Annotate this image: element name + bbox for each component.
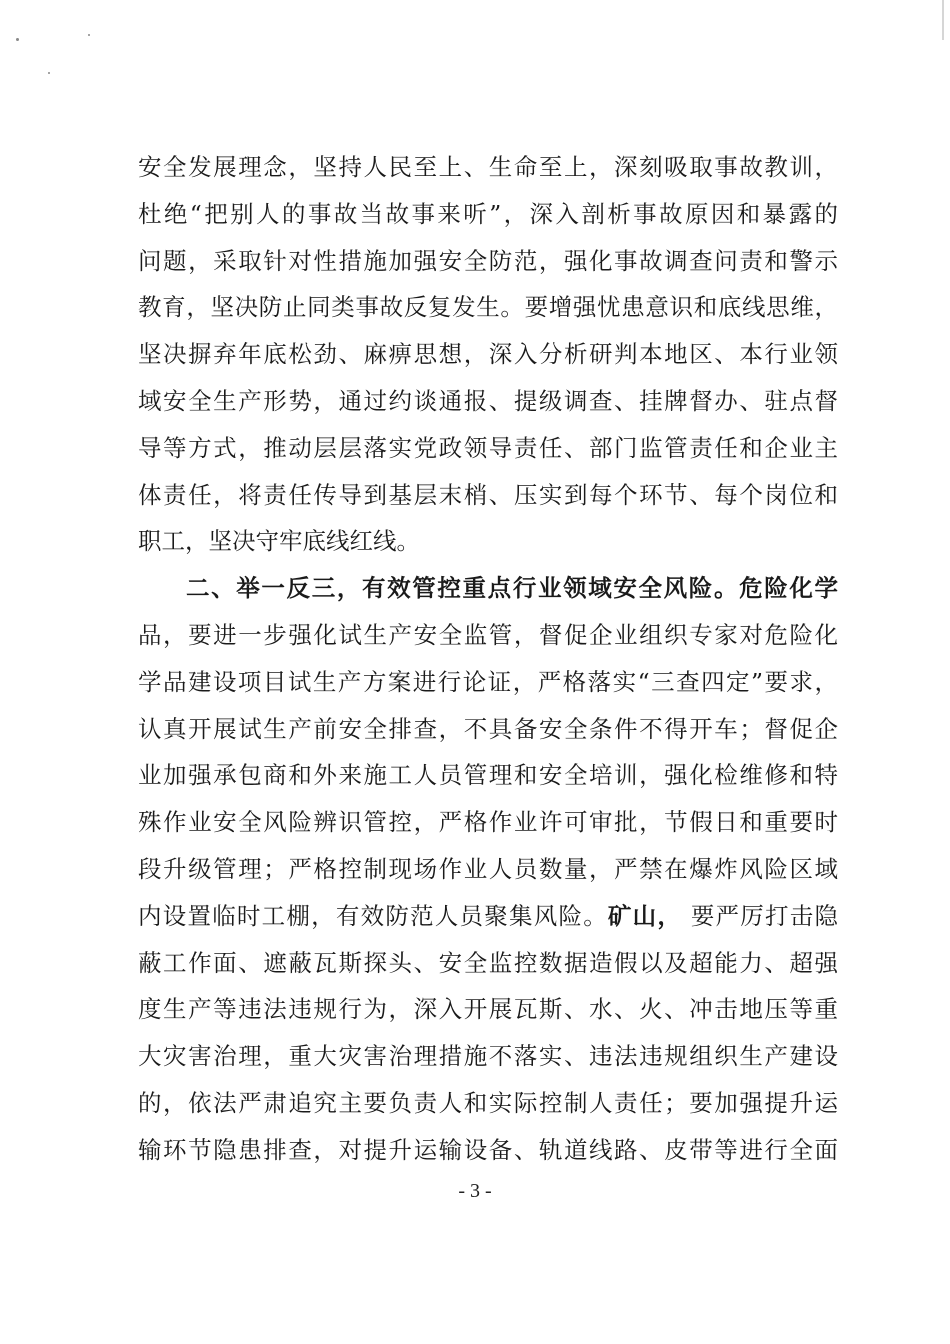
section-subheading-chemicals: 危险化学 xyxy=(739,574,839,603)
paragraph-text: 要严厉打击隐 xyxy=(682,901,838,930)
paragraph-line: 体责任，将责任传导到基层末梢、压实到每个环节、每个岗位和 xyxy=(138,480,838,509)
paragraph-line: 大灾害治理，重大灾害治理措施不落实、违法违规组织生产建设 xyxy=(138,1042,838,1071)
paragraph-line: 殊作业安全风险辨识管控，严格作业许可审批，节假日和重要时 xyxy=(138,808,838,837)
scan-speck xyxy=(88,34,90,36)
mine-subheading: 矿山， xyxy=(607,901,683,930)
paragraph-line: 杜绝“把别人的事故当故事来听”，深入剖析事故原因和暴露的 xyxy=(138,199,838,228)
paragraph-line: 学品建设项目试生产方案进行论证，严格落实“三查四定”要求， xyxy=(138,667,838,696)
paragraph-line: 品，要进一步强化试生产安全监管，督促企业组织专家对危险化 xyxy=(138,620,838,649)
paragraph-line: 业加强承包商和外来施工人员管理和安全培训，强化检维修和特 xyxy=(138,761,838,790)
paragraph-line: 坚决摒弃年底松劲、麻痹思想，深入分析研判本地区、本行业领 xyxy=(138,340,838,369)
paragraph-line: 安全发展理念，坚持人民至上、生命至上，深刻吸取事故教训， xyxy=(138,153,838,181)
scan-speck xyxy=(16,38,19,41)
paragraph-line: 蔽工作面、遮蔽瓦斯探头、安全监控数据造假以及超能力、超强 xyxy=(138,948,838,977)
paragraph-line: 职工，坚决守牢底线红线。 xyxy=(138,527,420,556)
paragraph-line: 的，依法严肃追究主要负责人和实际控制人责任；要加强提升运 xyxy=(138,1088,838,1117)
paragraph-line: 度生产等违法违规行为，深入开展瓦斯、水、火、冲击地压等重 xyxy=(138,995,838,1024)
paragraph-line: 导等方式，推动层层落实党政领导责任、部门监管责任和企业主 xyxy=(138,433,838,462)
scan-edge-mark xyxy=(942,0,944,40)
paragraph-text: 内设置临时工棚，有效防范人员聚集风险。 xyxy=(138,901,608,930)
section-heading-line xyxy=(138,565,838,612)
paragraph-line: 教育，坚决防止同类事故反复发生。要增强忧患意识和底线思维， xyxy=(138,293,838,322)
paragraph-line: 认真开展试生产前安全排查，不具备安全条件不得开车；督促企 xyxy=(138,714,838,743)
paragraph-line: 域安全生产形势，通过约谈通报、提级调查、挂牌督办、驻点督 xyxy=(138,386,838,415)
paragraph-line: 段升级管理；严格控制现场作业人员数量，严禁在爆炸风险区域 xyxy=(138,854,838,883)
mine-heading-line xyxy=(138,893,838,940)
page-number: - 3 - xyxy=(458,1180,492,1202)
paragraph-line: 问题，采取针对性措施加强安全防范，强化事故调查问责和警示 xyxy=(138,246,838,275)
document-body xyxy=(138,144,838,1174)
paragraph-line: 输环节隐患排查，对提升运输设备、轨道线路、皮带等进行全面 xyxy=(138,1135,838,1164)
scan-speck xyxy=(48,72,50,74)
section-heading: 二、举一反三，有效管控重点行业领域安全风险。 xyxy=(186,574,740,603)
